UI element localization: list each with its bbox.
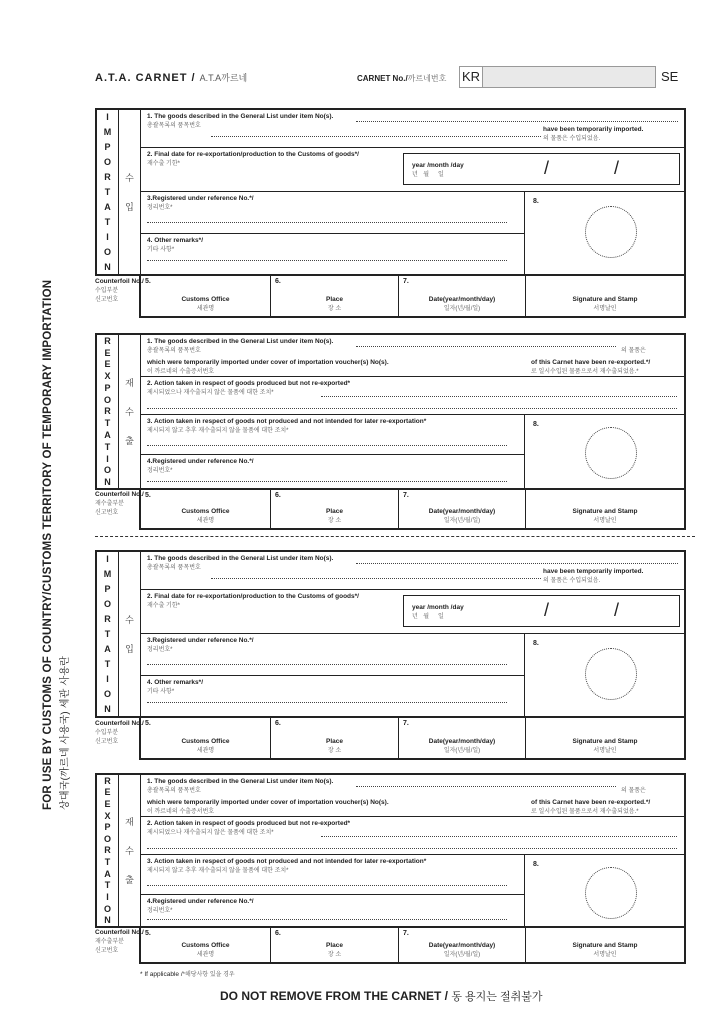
carnet-prefix: KR [459, 66, 483, 88]
vertical-label: R E E X P O R T A T I O N [97, 775, 119, 926]
item3-row: 3.Registered under reference No.*/ 정리번호* [141, 634, 524, 676]
stamp-box: 8. [524, 415, 684, 488]
stamp-circle [585, 206, 637, 258]
vertical-label: I M P O R T A T I O N [97, 110, 119, 274]
counterfoil-label: Counterfoil No./ 재수출부분 신고번호 [95, 491, 144, 516]
item2-row: 2. Final date for re-exportation/production to the Customs of goods*/ 재수출 기한* year /month /day 년 월 일 / / [141, 590, 684, 634]
item4-row: 4. Other remarks*/ 기타 사항* [141, 234, 524, 274]
item4-row: 4. Other remarks*/ 기타 사항* [141, 676, 524, 716]
stamp-circle [585, 867, 637, 919]
carnet-number-field[interactable] [482, 66, 656, 88]
item4-row: 4.Registered under reference No.*/ 정리번호* [141, 455, 524, 488]
date-box[interactable]: year /month /day 년 월 일 / / [403, 595, 680, 627]
footnote: * If applicable /*해당사항 있을 경우 [140, 971, 235, 978]
stamp-box: 8. [524, 192, 684, 274]
page-header [95, 66, 695, 90]
carnet-no-label: CARNET No./까르네번호 [357, 74, 447, 83]
side-text: FOR USE BY CUSTOMS OF COUNTRY/CUSTOMS TERRITORY OF TEMPORARY IMPORTATION 상대국(까르네 사용국) 세관 사용란 [42, 279, 71, 810]
vertical-label: R E E X P O R T A T I O N [97, 335, 119, 488]
counterfoil-row: 5. Customs Office 세관명 6. Place 장 소 7. Date(year/month/day) 일자(년/월/일) Signature and Stamp 서명날인 [139, 716, 686, 760]
date-box[interactable]: year /month /day 년 월 일 / / [403, 153, 680, 185]
stamp-box: 8. [524, 855, 684, 926]
item1-row: 1. The goods described in the General List under item No(s). 총괄목록의 품목번호 의 물품은 which were temporarily imported under cover of importation voucher(s) No(s). 이 까르네의 수출증서번호 of this Carnet have been re-exported.*/ 로 일시수입된 물품으로서 재수출되었음.* [141, 335, 684, 377]
item1-row: 1. The goods described in the General List under item No(s). 총괄목록의 품목번호 의 물품은 which were temporarily imported under cover of importation voucher(s) No(s). 이 까르네의 수출증서번호 of this Carnet have been re-exported.*/ 로 일시수입된 물품으로서 재수출되었음.* [141, 775, 684, 817]
counterfoil-label: Counterfoil No./ 수입부분 신고번호 [95, 720, 144, 745]
counterfoil-row: 5. Customs Office 세관명 6. Place 장 소 7. Date(year/month/day) 일자(년/월/일) Signature and Stamp 서명날인 [139, 274, 686, 318]
item4-row: 4.Registered under reference No.*/ 정리번호* [141, 895, 524, 926]
item1-row: 1. The goods described in the General List under item No(s). 총괄목록의 품목번호 have been temporarily imported. 의 물품은 수입되었음. [141, 110, 684, 148]
vertical-label-ko: 재 수 출 [119, 335, 141, 488]
stamp-circle [585, 427, 637, 479]
stamp-circle [585, 648, 637, 700]
stamp-box: 8. [524, 634, 684, 716]
footer-warning: DO NOT REMOVE FROM THE CARNET / 동 용지는 절취불가 [220, 989, 543, 1003]
item2-row: 2. Action taken in respect of goods produced but not re-exported* 제시되었으나 재수출되지 않은 물품에 대한 조치* [141, 377, 684, 415]
item1-row: 1. The goods described in the General List under item No(s). 총괄목록의 품목번호 have been temporarily imported. 의 물품은 수입되었음. [141, 552, 684, 590]
tear-line [95, 536, 695, 537]
item3-row: 3. Action taken in respect of goods not produced and not intended for later re-exportation* 제시되지 않고 추후 재수출되지 않을 물품에 대한 조치* [141, 855, 524, 895]
vertical-label-ko: 수 입 [119, 110, 141, 274]
vertical-label-ko: 재 수 출 [119, 775, 141, 926]
item3-row: 3. Action taken in respect of goods not produced and not intended for later re-exportation* 제시되지 않고 추후 재수출되지 않을 물품에 대한 조치* [141, 415, 524, 455]
counterfoil-label: Counterfoil No./ 수입부분 신고번호 [95, 278, 144, 303]
carnet-title: A.T.A. CARNET / A.T.A까르네 [95, 72, 248, 84]
carnet-suffix: SE [661, 69, 679, 84]
counterfoil-label: Counterfoil No./ 재수출부분 신고번호 [95, 929, 144, 954]
counterfoil-row: 5. Customs Office 세관명 6. Place 장 소 7. Date(year/month/day) 일자(년/월/일) Signature and Stamp 서명날인 [139, 488, 686, 530]
vertical-label: I M P O R T A T I O N [97, 552, 119, 716]
item3-row: 3.Registered under reference No.*/ 정리번호* [141, 192, 524, 234]
vertical-label-ko: 수 입 [119, 552, 141, 716]
item2-row: 2. Action taken in respect of goods produced but not re-exported* 제시되었으나 재수출되지 않은 물품에 대한 조치* [141, 817, 684, 855]
item2-row: 2. Final date for re-exportation/production to the Customs of goods*/ 재수출 기한* year /month /day 년 월 일 / / [141, 148, 684, 192]
counterfoil-row: 5. Customs Office 세관명 6. Place 장 소 7. Date(year/month/day) 일자(년/월/일) Signature and Stamp 서명날인 [139, 926, 686, 964]
